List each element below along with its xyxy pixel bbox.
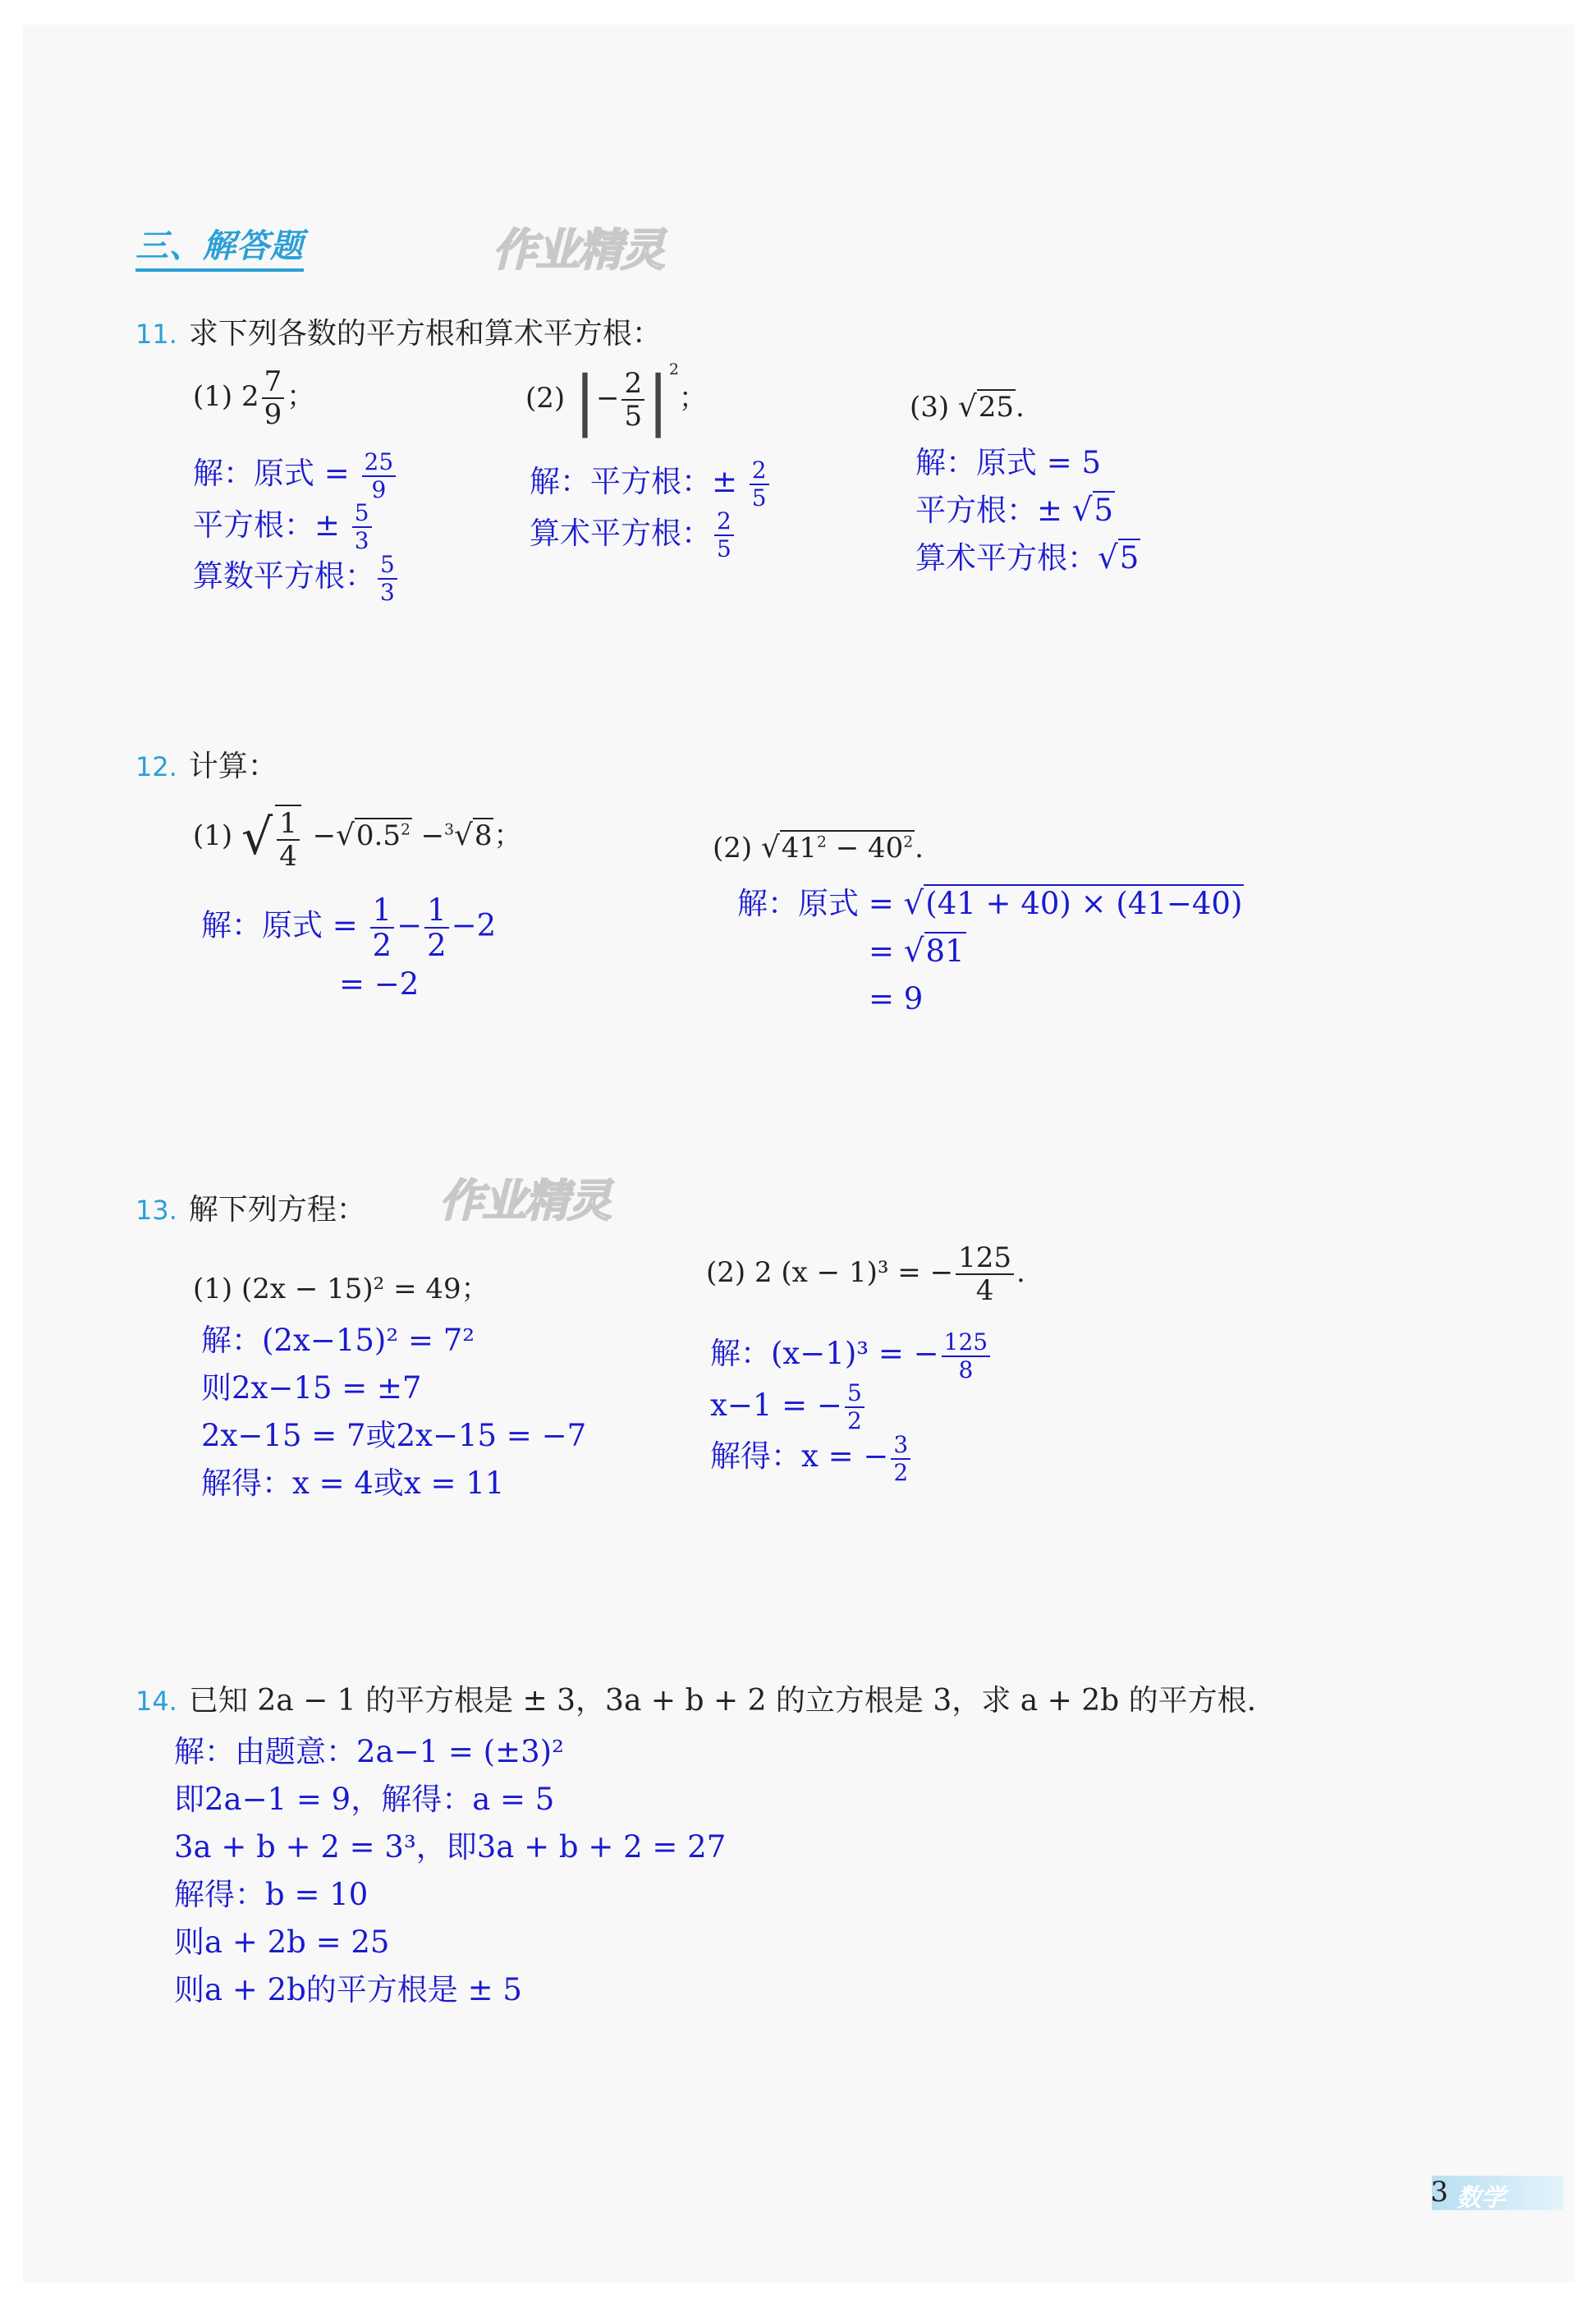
question-13 <box>135 1186 366 1228</box>
answer-line: 解：原式 = 5 <box>915 445 1102 480</box>
answer-line: x−1 = − $\frac{5}{2}$ <box>710 1382 993 1434</box>
answer-line: 解：原式 = √(41 + 40) × (41−40) <box>737 885 1243 922</box>
q11-part1-answer <box>193 447 400 606</box>
answer-line: 平方根：± $\frac{5}{3}$ <box>193 502 400 553</box>
answer-line: = −2 <box>339 966 420 1002</box>
part-label: (2) <box>713 832 753 865</box>
q13-part1: (1) (2x − 15)² = 49； <box>193 1273 489 1305</box>
answer-line: 则2x−15 = ±7 <box>201 1370 422 1406</box>
answer-line: 3a + b + 2 = 3³，即3a + b + 2 = 27 <box>174 1829 727 1865</box>
q11-part1: (1) 2 $\frac{7}{9}$ ； <box>193 365 315 431</box>
q12-part2: (2) $√41^2 - 40^2$. <box>713 831 924 865</box>
q12-part1: (1) √ $\frac{1}{4}$ $-√0.5^2 -^3√8$； <box>193 805 521 870</box>
answer-line: = 9 <box>869 981 924 1016</box>
q12-part2-answer <box>737 880 1244 1023</box>
question-stem: 已知 2a − 1 的平方根是 ± 3，3a + b + 2 的立方根是 3，求 a + 2b 的平方根. <box>188 1684 1257 1718</box>
question-number: 14. <box>135 1686 177 1717</box>
q11-part3-answer <box>915 439 1140 582</box>
answer-line: 解：平方根：± $\frac{2}{5}$ <box>530 458 772 510</box>
q11-part2: (2) |− $\frac{2}{5}$ $|^2$； <box>525 361 707 438</box>
answer-line: 解得：x = − $\frac{3}{2}$ <box>710 1433 993 1484</box>
page-number: 3 <box>1430 2176 1448 2209</box>
question-number: 13. <box>135 1195 177 1226</box>
answer-line: 2x−15 = 7或2x−15 = −7 <box>201 1418 587 1453</box>
fraction: $\frac{7}{9}$ <box>262 368 285 429</box>
section-title: 三、解答题 <box>135 220 304 272</box>
answer-line: 算术平方根：√5 <box>915 539 1140 576</box>
question-number: 12. <box>135 751 177 782</box>
part-label: (3) <box>910 391 950 424</box>
answer-line: 解：由题意：2a−1 = (±3)² <box>174 1734 564 1769</box>
question-stem: 解下列方程： <box>188 1193 366 1227</box>
part-label: (1) <box>193 819 233 852</box>
answer-line: 解：(2x−15)² = 7² <box>201 1323 475 1358</box>
question-stem: 求下列各数的平方根和算术平方根： <box>188 317 662 351</box>
q11-part2-answer <box>530 458 772 561</box>
part-label: (1) 2 <box>193 380 259 413</box>
answer-line: 解：(x−1)³ = − $\frac{125}{8}$ <box>710 1330 993 1382</box>
q14-answer <box>174 1728 726 2014</box>
q12-part1-answer <box>201 892 497 1008</box>
watermark: 作业精灵 <box>493 224 663 276</box>
question-14 <box>135 1677 1256 1719</box>
question-stem: 计算： <box>188 750 277 783</box>
q13-part1-answer <box>201 1317 586 1507</box>
question-12 <box>135 743 277 785</box>
question-11 <box>135 310 662 352</box>
answer-line: 解：原式 = $\frac{25}{9}$ <box>193 450 400 502</box>
answer-line: 算术平方根： $\frac{2}{5}$ <box>530 510 772 562</box>
answer-line: 即2a−1 = 9，解得：a = 5 <box>174 1782 555 1817</box>
q11-part3: (3) √25. <box>910 390 1025 424</box>
subject-label: 数学 <box>1456 2184 1506 2213</box>
answer-line: 则a + 2b的平方根是 ± 5 <box>174 1972 522 2007</box>
answer-line: 平方根：± √5 <box>915 492 1114 529</box>
answer-line: 解得：b = 10 <box>174 1877 369 1912</box>
answer-line: 则a + 2b = 25 <box>174 1924 390 1960</box>
question-number: 11. <box>135 319 177 350</box>
q13-part2: (2) 2 (x − 1)³ = − $\frac{125}{4}$ . <box>706 1241 1025 1307</box>
answer-line: 解得：x = 4或x = 11 <box>201 1466 505 1501</box>
answer-line: 算数平方根： $\frac{5}{3}$ <box>193 553 400 604</box>
watermark: 作业精灵 <box>439 1175 610 1227</box>
answer-line: = √81 <box>869 933 965 970</box>
part-label: (2) <box>525 382 566 415</box>
q13-part2-answer <box>710 1330 993 1484</box>
answer-line: 解：原式 = $\frac{1}{2}$ − $\frac{1}{2}$ −2 <box>201 892 497 963</box>
